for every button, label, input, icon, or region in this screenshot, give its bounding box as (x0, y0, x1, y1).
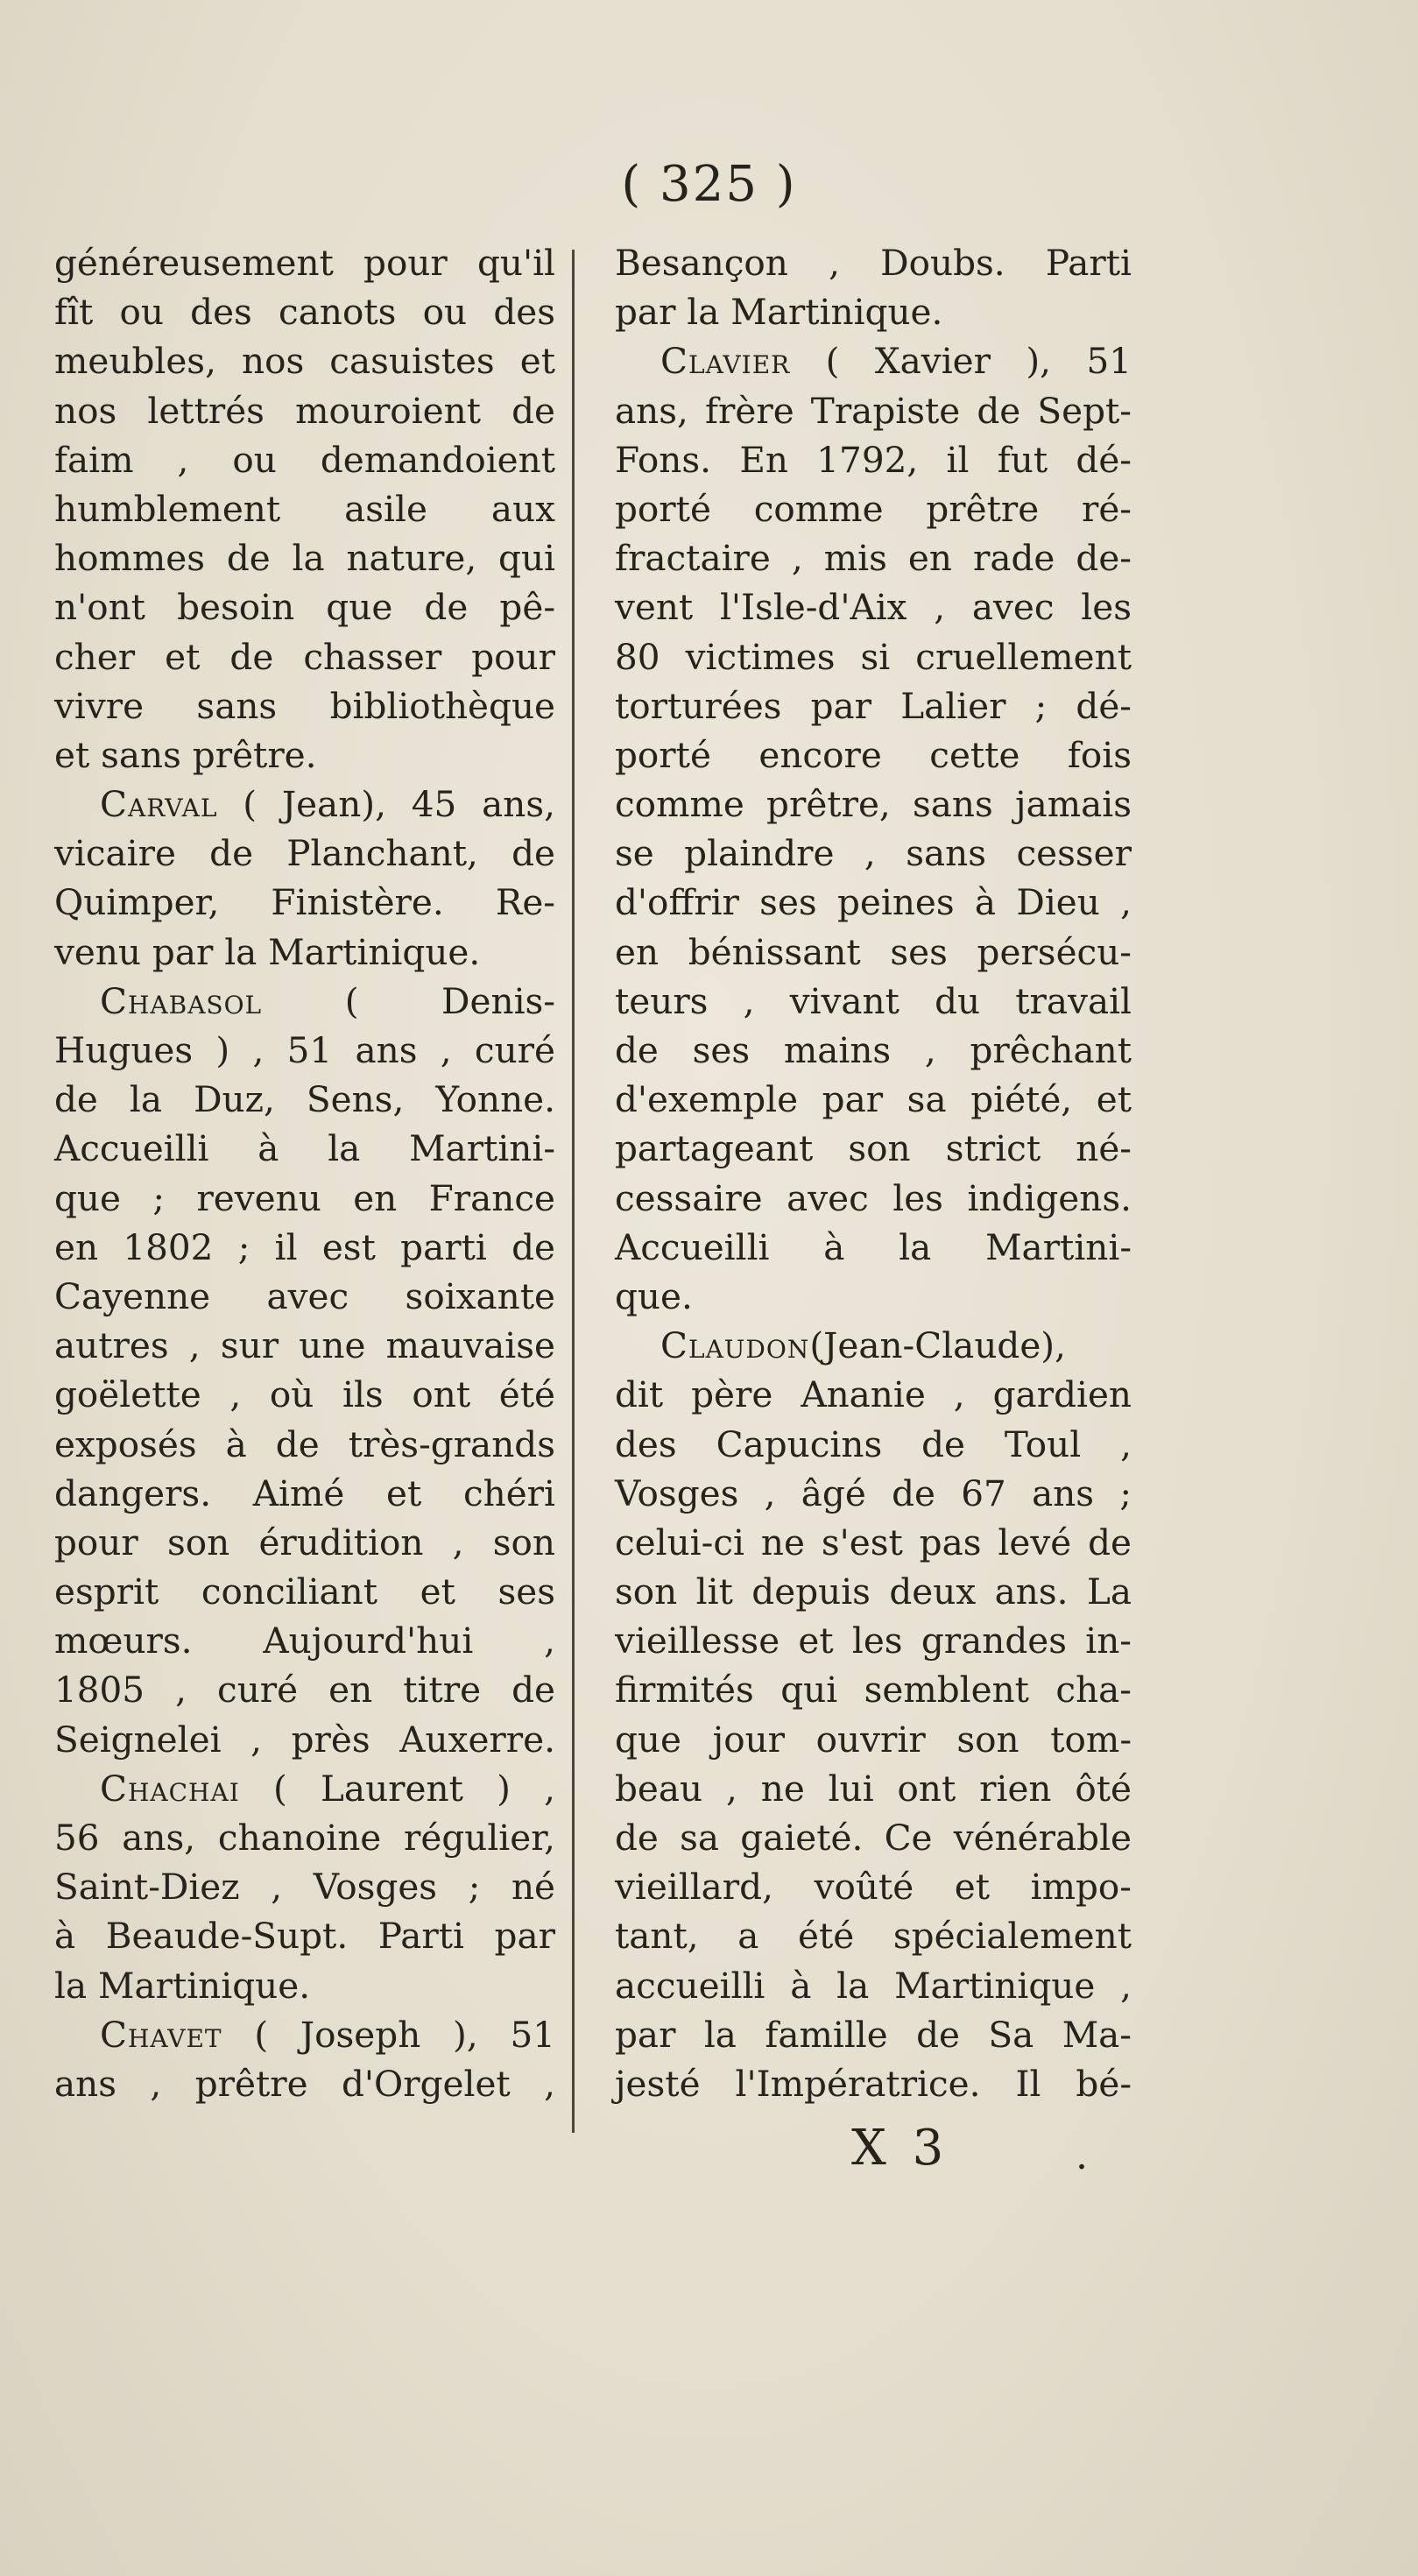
text-line: par la Martinique. (615, 291, 943, 334)
text-line: exposés à de très-grands (54, 1422, 555, 1465)
text-line: Claudon(Jean-Claude), (660, 1324, 1066, 1367)
text-line: pour son érudition , son (54, 1521, 555, 1563)
text-line: nos lettrés mouroient de (54, 389, 555, 432)
text-line: n'ont besoin que de pê- (54, 586, 555, 629)
entry-name: Claudon (660, 1324, 810, 1367)
text-line: humblement asile aux (54, 487, 555, 530)
text-line: Saint-Diez , Vosges ; né (54, 1866, 555, 1909)
text-line: esprit conciliant et ses (54, 1570, 555, 1613)
text-line: hommes de la nature, qui (54, 537, 555, 580)
text-line: Seignelei , près Auxerre. (54, 1718, 555, 1761)
entry-name: Clavier (660, 340, 791, 383)
text-line: ans, frère Trapiste de Sept- (615, 389, 1132, 432)
text-line: en 1802 ; il est parti de (54, 1225, 555, 1268)
entry-name: Chavet (100, 2013, 222, 2056)
text-line: des Capucins de Toul , (615, 1422, 1132, 1465)
text-line: dit père Ananie , gardien (615, 1373, 1132, 1416)
text-line: de la Duz, Sens, Yonne. (54, 1078, 555, 1121)
text-line: goëlette , où ils ont été (54, 1373, 555, 1416)
text-line: se plaindre , sans cesser (615, 832, 1132, 875)
text-line: cher et de chasser pour (54, 635, 555, 678)
text-line: Besançon , Doubs. Parti (615, 242, 1132, 284)
text-line: partageant son strict né- (615, 1127, 1132, 1170)
right-column (615, 238, 1132, 2108)
text-line: 56 ans, chanoine régulier, (54, 1817, 555, 1859)
text-line: vicaire de Planchant, de (54, 832, 555, 875)
entry-name: Chabasol (100, 979, 263, 1022)
text-line: la Martinique. (54, 1964, 311, 2007)
text-line: Clavier ( Xavier ), 51 (660, 340, 1132, 383)
text-line: Accueilli à la Martini- (615, 1225, 1132, 1268)
text-line: venu par la Martinique. (54, 930, 481, 973)
text-line: et sans prêtre. (54, 733, 317, 776)
text-line: d'offrir ses peines à Dieu , (615, 881, 1132, 924)
text-line: tant, a été spécialement (615, 1915, 1132, 1958)
text-line: porté comme prêtre ré- (615, 487, 1132, 530)
text-line: Chavet ( Joseph ), 51 (100, 2013, 555, 2056)
text-line: en bénissant ses persécu- (615, 930, 1132, 973)
entry-name: Chachai (100, 1767, 240, 1810)
text-line: à Beaude-Supt. Parti par (54, 1915, 555, 1958)
text-line: de sa gaieté. Ce vénérable (615, 1817, 1132, 1859)
text-line: meubles, nos casuistes et (54, 340, 555, 383)
text-line: par la famille de Sa Ma- (615, 2013, 1132, 2056)
text-line: porté encore cette fois (615, 733, 1132, 776)
text-line: ans , prêtre d'Orgelet , (54, 2062, 555, 2105)
text-line: Cayenne avec soixante (54, 1274, 555, 1317)
text-line: 80 victimes si cruellement (615, 635, 1132, 678)
text-line: celui-ci ne s'est pas levé de (615, 1521, 1132, 1563)
page-number: ( 325 ) (621, 156, 797, 213)
text-line: fît ou des canots ou des (54, 291, 555, 334)
text-line: Carval ( Jean), 45 ans, (100, 783, 555, 826)
text-line: dangers. Aimé et chéri (54, 1471, 555, 1514)
entry-name: Carval (100, 783, 218, 826)
text-line: jesté l'Impératrice. Il bé- (615, 2062, 1132, 2105)
text-line: vieillesse et les grandes in- (615, 1620, 1132, 1662)
text-line: firmités qui semblent cha- (615, 1669, 1132, 1711)
text-line: comme prêtre, sans jamais (615, 783, 1132, 826)
text-line: Vosges , âgé de 67 ans ; (615, 1471, 1132, 1514)
text-line: faim , ou demandoient (54, 438, 555, 481)
text-line: cessaire avec les indigens. (615, 1176, 1132, 1219)
text-line: mœurs. Aujourd'hui , (54, 1620, 555, 1662)
text-line: fractaire , mis en rade de- (615, 537, 1132, 580)
text-line: autres , sur une mauvaise (54, 1324, 555, 1367)
text-line: vent l'Isle-d'Aix , avec les (615, 586, 1132, 629)
text-line: 1805 , curé en titre de (54, 1669, 555, 1711)
text-line: son lit depuis deux ans. La (615, 1570, 1132, 1613)
signature-dot: . (1076, 2134, 1088, 2178)
column-divider (572, 250, 575, 2133)
text-line: Fons. En 1792, il fut dé- (615, 438, 1132, 481)
text-line: torturées par Lalier ; dé- (615, 684, 1132, 727)
text-line: Chabasol ( Denis- (100, 979, 555, 1022)
text-line: que ; revenu en France (54, 1176, 555, 1219)
text-line: Hugues ) , 51 ans , curé (54, 1029, 555, 1071)
text-line: d'exemple par sa piété, et (615, 1078, 1132, 1121)
text-line: Quimper, Finistère. Re- (54, 881, 555, 924)
text-line: que jour ouvrir son tom- (615, 1718, 1132, 1761)
signature-mark: X 3 (851, 2120, 949, 2177)
text-line: de ses mains , prêchant (615, 1029, 1132, 1071)
text-line: teurs , vivant du travail (615, 979, 1132, 1022)
text-line: vivre sans bibliothèque (54, 684, 555, 727)
text-line: accueilli à la Martinique , (615, 1964, 1132, 2007)
left-column (54, 238, 555, 2108)
text-line: Chachai ( Laurent ) , (100, 1767, 555, 1810)
text-line: beau , ne lui ont rien ôté (615, 1767, 1132, 1810)
text-line: généreusement pour qu'il (54, 242, 555, 284)
text-line: vieillard, voûté et impo- (615, 1866, 1132, 1909)
text-line: Accueilli à la Martini- (54, 1127, 555, 1170)
text-line: que. (615, 1274, 693, 1317)
